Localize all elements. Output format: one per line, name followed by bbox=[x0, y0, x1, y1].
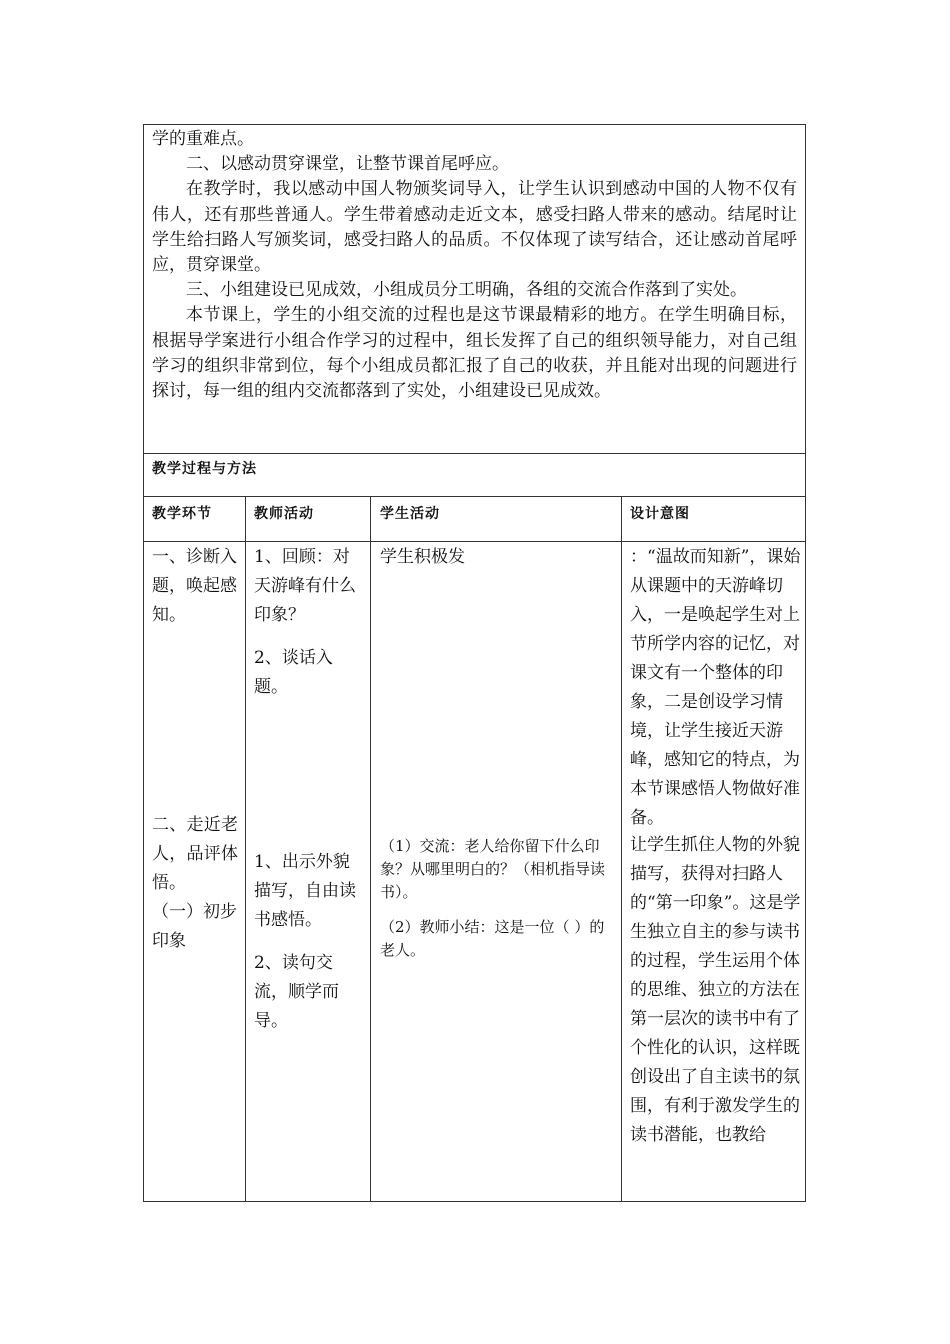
design-intent-1 bbox=[630, 543, 802, 833]
stage-1 bbox=[152, 543, 238, 630]
point2-body: 在教学时，我以感动中国人物颁奖词导入，让学生认识到感动中国的人物不仅有伟人，还有那些普通人。学生带着感动走近文本，感受扫路人带来的感动。结尾时让学生给扫路人写颁奖词，感受扫路人的品质。不仅体现了读写结合，还让感动首尾呼应，贯穿课堂。 bbox=[152, 179, 797, 276]
point3-title: 三、小组建设已见成效，小组成员分工明确，各组的交流合作落到了实处。 bbox=[186, 280, 747, 301]
student-1: 学生积极发 bbox=[380, 547, 465, 567]
column-header-teacher: 教师活动 bbox=[254, 506, 314, 522]
student-activity-2 bbox=[380, 835, 618, 962]
teacher-1: 1、回顾：对天游峰有什么印象？ bbox=[254, 547, 356, 625]
teacher-activity-2 bbox=[254, 848, 364, 1036]
student-3: （2）教师小结：这是一位（ ）的老人。 bbox=[380, 918, 605, 959]
design-1: ：“温故而知新”，课始从课题中的天游峰切入，一是唤起学生对上节所学内容的记忆，对课文有一个整体的印象，二是创设学习情境，让学生接近天游峰，感知它的特点，为本节课感悟人物做好准备。 bbox=[630, 547, 801, 828]
teacher-4: 2、读句交流，顺学而导。 bbox=[254, 953, 339, 1031]
column-header-student: 学生活动 bbox=[380, 506, 440, 522]
stage-2-title: 二、走近老人，品评体悟。 bbox=[152, 815, 238, 893]
design-intent-2 bbox=[630, 831, 802, 1150]
teacher-3: 1、出示外貌描写，自由读书感悟。 bbox=[254, 852, 356, 930]
student-activity-1 bbox=[380, 543, 618, 572]
column-header-design: 设计意图 bbox=[630, 506, 690, 522]
row-divider bbox=[144, 453, 805, 454]
section-title: 教学过程与方法 bbox=[152, 461, 257, 477]
teacher-activity-1 bbox=[254, 543, 364, 702]
point2-title: 二、以感动贯穿课堂，让整节课首尾呼应。 bbox=[186, 154, 509, 175]
design-2: 让学生抓住人物的外貌描写，获得对扫路人的“第一印象”。这是学生独立自主的参与读书的过程，学生运用个体的思维、独立的方法在第一层次的读书中有了个性化的认识，这样既创设出了自主读书的氛围，有利于激发学生的读书潜能，也教给 bbox=[630, 835, 801, 1145]
reflection-text bbox=[152, 127, 797, 404]
row-divider bbox=[144, 541, 805, 542]
stage-1-text: 一、诊断入题，唤起感知。 bbox=[152, 547, 237, 625]
column-divider bbox=[245, 496, 246, 1201]
lesson-table bbox=[143, 124, 806, 1202]
intro-line: 学的重难点。 bbox=[152, 129, 254, 149]
row-divider bbox=[144, 496, 805, 497]
stage-2-sub: （一）初步印象 bbox=[152, 902, 237, 951]
point3-body: 本节课上，学生的小组交流的过程也是这节课最精彩的地方。在学生明确目标，根据导学案进行小组合作学习的过程中，组长发挥了自己的组织领导能力，对自己组学习的组织非常到位，每个小组成员都汇报了自己的收获，并且能对出现的问题进行探讨，每一组的组内交流都落到了实处，小组建设已见成效。 bbox=[152, 305, 797, 402]
stage-2 bbox=[152, 811, 238, 956]
student-2: （1）交流：老人给你留下什么印象？从哪里明白的？（相机指导读书）。 bbox=[380, 837, 606, 901]
column-header-stage: 教学环节 bbox=[152, 506, 212, 522]
column-divider bbox=[370, 496, 371, 1201]
teacher-2: 2、谈话入题。 bbox=[254, 648, 333, 697]
column-divider bbox=[621, 496, 622, 1201]
